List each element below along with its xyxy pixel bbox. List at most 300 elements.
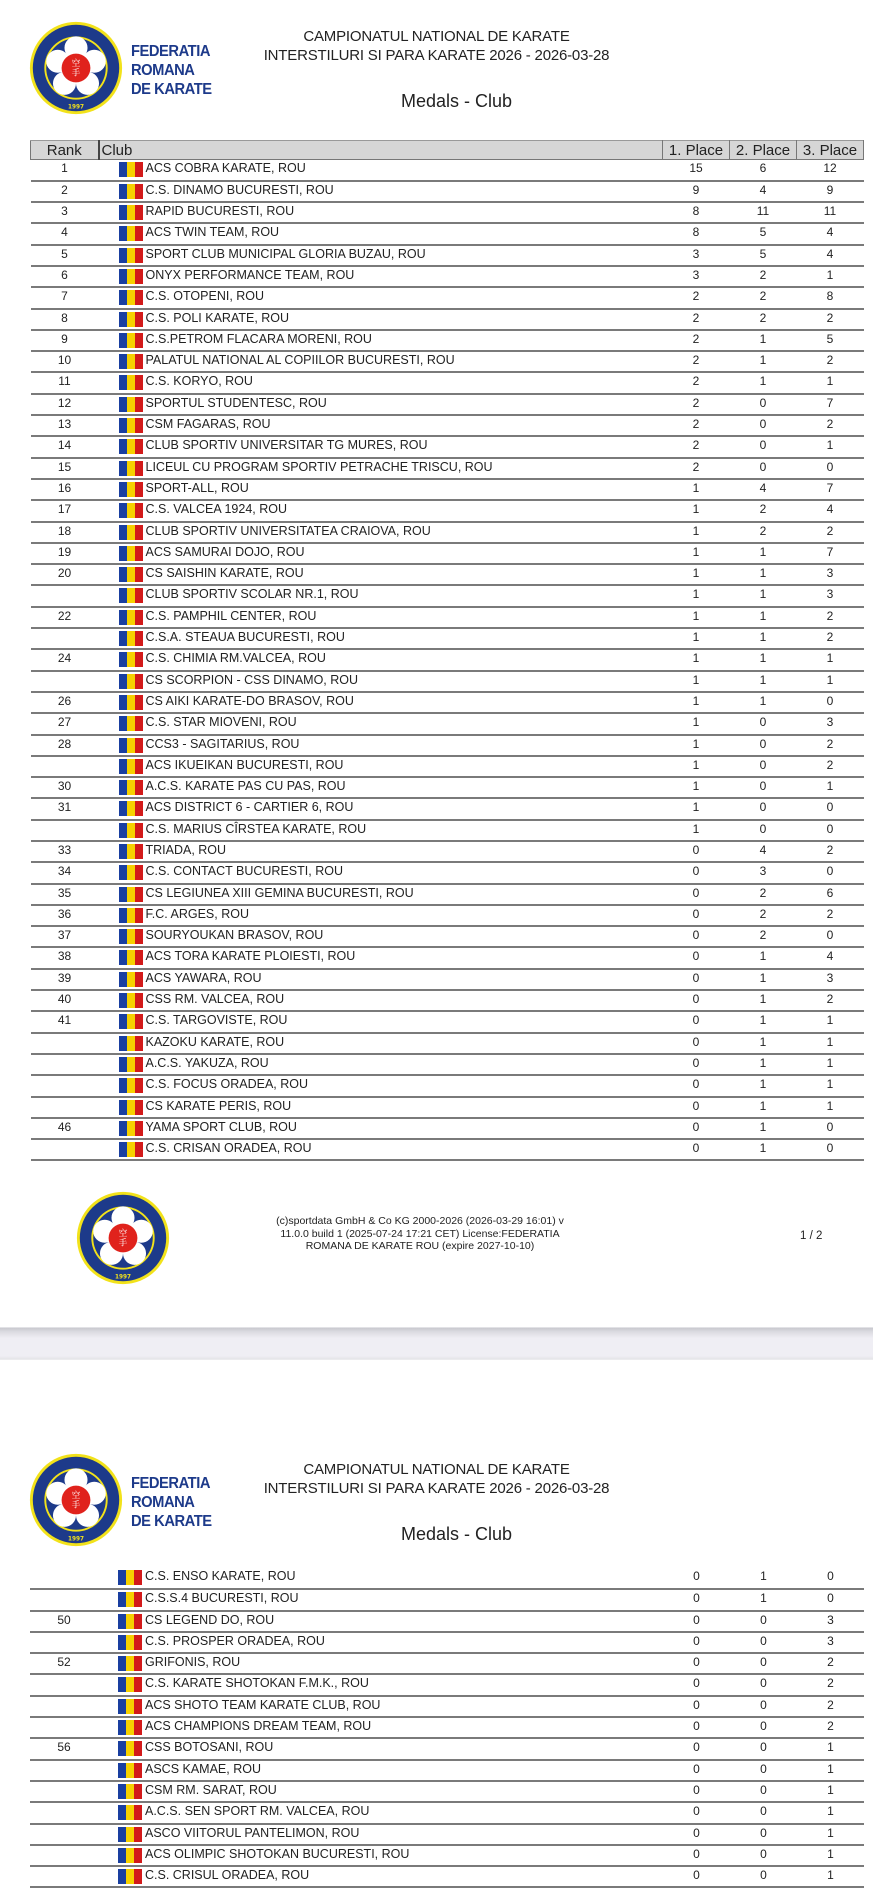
first-place-count: 9 xyxy=(663,181,730,202)
table-row xyxy=(31,330,864,351)
first-place-count: 8 xyxy=(663,223,730,244)
second-place-count: 5 xyxy=(730,223,797,244)
first-place-count: 0 xyxy=(663,1824,730,1845)
second-place-count: 1 xyxy=(730,372,797,393)
second-place-count: 1 xyxy=(730,1589,797,1610)
third-place-count: 2 xyxy=(797,756,864,777)
first-place-count: 3 xyxy=(663,266,730,287)
first-place-count: 2 xyxy=(663,394,730,415)
club-name: C.S. POLI KARATE, ROU xyxy=(145,310,290,325)
club-cell xyxy=(98,1696,663,1717)
svg-text:手: 手 xyxy=(118,1238,128,1249)
table-row xyxy=(31,479,864,500)
first-place-count: 2 xyxy=(663,351,730,372)
rank-cell xyxy=(30,1845,98,1866)
first-place-count: 3 xyxy=(663,245,730,266)
table-row xyxy=(31,990,864,1011)
first-place-count: 0 xyxy=(663,1802,730,1823)
first-place-count: 0 xyxy=(663,1033,730,1054)
table-row xyxy=(30,1824,864,1845)
club-cell xyxy=(99,777,663,798)
club-name: SPORT-ALL, ROU xyxy=(145,480,249,495)
romania-flag-icon xyxy=(119,823,143,838)
second-place-count: 1 xyxy=(730,628,797,649)
club-cell xyxy=(98,1781,663,1802)
club-name: A.C.S. YAKUZA, ROU xyxy=(145,1055,269,1070)
table-row xyxy=(31,884,864,905)
first-place-count: 0 xyxy=(663,1075,730,1096)
club-name: CLUB SPORTIV UNIVERSITAR TG MURES, ROU xyxy=(145,438,428,453)
column-header-rank: Rank xyxy=(31,141,99,160)
rank-cell: 14 xyxy=(31,436,99,457)
club-name: CS SCORPION - CSS DINAMO, ROU xyxy=(145,672,359,687)
club-cell xyxy=(98,1632,663,1653)
rank-cell: 31 xyxy=(31,798,99,819)
club-cell xyxy=(99,160,663,181)
club-name: ACS TORA KARATE PLOIESTI, ROU xyxy=(145,949,356,964)
second-place-count: 0 xyxy=(730,1611,797,1632)
table-row xyxy=(31,351,864,372)
first-place-count: 0 xyxy=(663,862,730,883)
third-place-count: 4 xyxy=(797,245,864,266)
club-cell xyxy=(99,245,663,266)
rank-cell: 37 xyxy=(31,926,99,947)
romania-flag-icon xyxy=(119,354,143,369)
romania-flag-icon xyxy=(119,248,143,263)
third-place-count: 0 xyxy=(797,926,864,947)
romania-flag-icon xyxy=(119,695,143,710)
club-cell xyxy=(99,820,663,841)
first-place-count: 0 xyxy=(663,1717,730,1738)
table-row xyxy=(30,1717,864,1738)
second-place-count: 1 xyxy=(730,607,797,628)
club-name: C.S. STAR MIOVENI, ROU xyxy=(145,715,297,730)
second-place-count: 0 xyxy=(730,1696,797,1717)
second-place-count: 0 xyxy=(730,756,797,777)
third-place-count: 3 xyxy=(797,1632,864,1653)
club-name: F.C. ARGES, ROU xyxy=(145,906,249,921)
svg-text:手: 手 xyxy=(71,1500,81,1511)
club-cell xyxy=(99,1054,663,1075)
rank-cell: 20 xyxy=(31,564,99,585)
rank-cell xyxy=(31,671,99,692)
club-name: SPORTUL STUDENTESC, ROU xyxy=(145,395,327,410)
club-name: CLUB SPORTIV UNIVERSITATEA CRAIOVA, ROU xyxy=(145,523,431,538)
club-cell xyxy=(99,862,663,883)
third-place-count: 3 xyxy=(797,585,864,606)
second-place-count: 2 xyxy=(730,309,797,330)
table-row xyxy=(31,862,864,883)
rank-cell: 35 xyxy=(31,884,99,905)
second-place-count: 0 xyxy=(730,1866,797,1887)
club-cell xyxy=(99,756,663,777)
romania-flag-icon xyxy=(119,418,143,433)
third-place-count: 1 xyxy=(797,1866,864,1887)
table-row xyxy=(31,969,864,990)
romania-flag-icon xyxy=(119,290,143,305)
club-name: SOURYOUKAN BRASOV, ROU xyxy=(145,928,324,943)
table-row xyxy=(30,1845,864,1866)
svg-text:1997: 1997 xyxy=(114,1274,132,1281)
third-place-count: 1 xyxy=(797,1824,864,1845)
romania-flag-icon xyxy=(118,1784,142,1799)
third-place-count: 6 xyxy=(797,884,864,905)
rank-cell xyxy=(31,1075,99,1096)
club-cell xyxy=(99,351,663,372)
table-row xyxy=(30,1866,864,1887)
romania-flag-icon xyxy=(119,1100,143,1115)
event-title-line-2: INTERSTILURI SI PARA KARATE 2026 - 2026-03-28 xyxy=(263,1480,610,1497)
rank-cell: 3 xyxy=(31,202,99,223)
rank-cell xyxy=(31,1097,99,1118)
club-cell xyxy=(99,607,663,628)
second-place-count: 0 xyxy=(730,1802,797,1823)
romania-flag-icon xyxy=(119,375,143,390)
second-place-count: 4 xyxy=(730,181,797,202)
third-place-count: 0 xyxy=(797,862,864,883)
third-place-count: 3 xyxy=(797,1611,864,1632)
second-place-count: 3 xyxy=(730,862,797,883)
romania-flag-icon xyxy=(118,1827,142,1842)
second-place-count: 6 xyxy=(730,160,797,181)
table-row xyxy=(30,1738,864,1759)
first-place-count: 8 xyxy=(663,202,730,223)
first-place-count: 15 xyxy=(663,160,730,181)
romania-flag-icon xyxy=(119,397,143,412)
club-name: C.S. KARATE SHOTOKAN F.M.K., ROU xyxy=(145,1676,369,1691)
club-cell xyxy=(99,969,663,990)
second-place-count: 0 xyxy=(730,1845,797,1866)
club-cell xyxy=(99,947,663,968)
romania-flag-icon xyxy=(118,1805,142,1820)
rank-cell: 8 xyxy=(31,309,99,330)
club-name: CS LEGEND DO, ROU xyxy=(145,1612,275,1627)
third-place-count: 2 xyxy=(797,990,864,1011)
rank-cell: 18 xyxy=(31,522,99,543)
federation-logo-icon xyxy=(75,1190,171,1286)
club-name: ACS SHOTO TEAM KARATE CLUB, ROU xyxy=(145,1697,381,1712)
romania-flag-icon xyxy=(119,333,143,348)
club-name: C.S. TARGOVISTE, ROU xyxy=(145,1013,288,1028)
club-name: CCS3 - SAGITARIUS, ROU xyxy=(145,736,300,751)
rank-cell xyxy=(30,1632,98,1653)
rank-cell: 12 xyxy=(31,394,99,415)
first-place-count: 0 xyxy=(663,841,730,862)
second-place-count: 1 xyxy=(730,1033,797,1054)
romania-flag-icon xyxy=(118,1763,142,1778)
club-cell xyxy=(98,1717,663,1738)
third-place-count: 2 xyxy=(797,415,864,436)
page-footer xyxy=(0,1185,873,1295)
club-name: ACS YAWARA, ROU xyxy=(145,970,262,985)
table-row xyxy=(31,649,864,670)
romania-flag-icon xyxy=(119,759,143,774)
third-place-count: 2 xyxy=(797,522,864,543)
club-name: ASCS KAMAE, ROU xyxy=(145,1761,261,1776)
second-place-count: 1 xyxy=(730,1075,797,1096)
second-place-count: 0 xyxy=(730,1653,797,1674)
first-place-count: 1 xyxy=(663,692,730,713)
romania-flag-icon xyxy=(119,503,143,518)
first-place-count: 1 xyxy=(663,649,730,670)
first-place-count: 1 xyxy=(663,820,730,841)
table-row xyxy=(31,245,864,266)
first-place-count: 1 xyxy=(663,798,730,819)
rank-cell: 56 xyxy=(30,1738,98,1759)
club-cell xyxy=(99,735,663,756)
federation-name-line: ROMANA xyxy=(131,62,195,79)
first-place-count: 1 xyxy=(663,756,730,777)
club-cell xyxy=(98,1866,663,1887)
club-name: ACS TWIN TEAM, ROU xyxy=(145,225,280,240)
rank-cell: 2 xyxy=(31,181,99,202)
club-name: C.S. CHIMIA RM.VALCEA, ROU xyxy=(145,651,326,666)
second-place-count: 4 xyxy=(730,479,797,500)
table-row xyxy=(31,160,864,181)
rank-cell: 10 xyxy=(31,351,99,372)
club-cell xyxy=(99,926,663,947)
federation-name-line: DE KARATE xyxy=(131,81,212,98)
table-row xyxy=(31,692,864,713)
rank-cell xyxy=(31,820,99,841)
second-place-count: 0 xyxy=(730,436,797,457)
romania-flag-icon xyxy=(119,929,143,944)
club-name: PALATUL NATIONAL AL COPIILOR BUCURESTI, ROU xyxy=(145,353,455,368)
romania-flag-icon xyxy=(118,1848,142,1863)
third-place-count: 3 xyxy=(797,564,864,585)
second-place-count: 1 xyxy=(730,351,797,372)
club-cell xyxy=(98,1568,663,1589)
third-place-count: 1 xyxy=(797,1011,864,1032)
first-place-count: 0 xyxy=(663,1611,730,1632)
first-place-count: 2 xyxy=(663,287,730,308)
third-place-count: 2 xyxy=(797,628,864,649)
romania-flag-icon xyxy=(119,184,143,199)
page-number: 1 / 2 xyxy=(800,1230,823,1242)
third-place-count: 1 xyxy=(797,649,864,670)
rank-cell: 52 xyxy=(30,1653,98,1674)
first-place-count: 1 xyxy=(663,713,730,734)
second-place-count: 1 xyxy=(730,947,797,968)
second-place-count: 1 xyxy=(730,692,797,713)
rank-cell xyxy=(30,1760,98,1781)
club-name: ACS COBRA KARATE, ROU xyxy=(145,161,306,175)
romania-flag-icon xyxy=(119,1142,143,1157)
second-place-count: 2 xyxy=(730,500,797,521)
third-place-count: 2 xyxy=(797,351,864,372)
club-cell xyxy=(99,266,663,287)
document-page-2 xyxy=(0,1360,873,1895)
federation-name-line: FEDERATIA xyxy=(131,1475,211,1492)
club-name: C.S. MARIUS CÎRSTEA KARATE, ROU xyxy=(145,821,367,836)
event-title-line-1: CAMPIONATUL NATIONAL DE KARATE xyxy=(303,28,570,45)
romania-flag-icon xyxy=(119,567,143,582)
table-row xyxy=(30,1781,864,1802)
table-row xyxy=(31,1054,864,1075)
club-cell xyxy=(98,1738,663,1759)
third-place-count: 0 xyxy=(797,692,864,713)
third-place-count: 1 xyxy=(797,1097,864,1118)
rank-cell xyxy=(30,1696,98,1717)
second-place-count: 1 xyxy=(730,564,797,585)
table-row xyxy=(31,1075,864,1096)
first-place-count: 0 xyxy=(663,1118,730,1139)
third-place-count: 4 xyxy=(797,223,864,244)
first-place-count: 0 xyxy=(663,1568,730,1589)
first-place-count: 1 xyxy=(663,479,730,500)
club-name: ACS DISTRICT 6 - CARTIER 6, ROU xyxy=(145,800,354,815)
event-title-line-2: INTERSTILURI SI PARA KARATE 2026 - 2026-03-28 xyxy=(263,47,610,64)
rank-cell xyxy=(30,1717,98,1738)
second-place-count: 0 xyxy=(730,394,797,415)
romania-flag-icon xyxy=(119,269,143,284)
club-cell xyxy=(98,1802,663,1823)
svg-text:1997: 1997 xyxy=(67,1536,85,1543)
club-cell xyxy=(99,458,663,479)
club-name: CS LEGIUNEA XIII GEMINA BUCURESTI, ROU xyxy=(145,885,414,900)
club-name: C.S. CONTACT BUCURESTI, ROU xyxy=(145,864,343,879)
table-row xyxy=(31,372,864,393)
rank-cell: 6 xyxy=(31,266,99,287)
romania-flag-icon xyxy=(119,738,143,753)
rank-cell: 17 xyxy=(31,500,99,521)
table-row xyxy=(31,223,864,244)
romania-flag-icon xyxy=(119,908,143,923)
first-place-count: 1 xyxy=(663,585,730,606)
second-place-count: 1 xyxy=(730,1139,797,1160)
rank-cell: 19 xyxy=(31,543,99,564)
svg-text:1997: 1997 xyxy=(67,104,85,111)
third-place-count: 2 xyxy=(797,1696,864,1717)
club-name: C.S. FOCUS ORADEA, ROU xyxy=(145,1077,309,1092)
table-row xyxy=(31,947,864,968)
club-cell xyxy=(99,479,663,500)
first-place-count: 0 xyxy=(663,1845,730,1866)
club-cell xyxy=(99,202,663,223)
rank-cell xyxy=(30,1674,98,1695)
club-cell xyxy=(98,1611,663,1632)
romania-flag-icon xyxy=(119,716,143,731)
table-row xyxy=(31,1033,864,1054)
second-place-count: 0 xyxy=(730,1674,797,1695)
column-header-1st-place: 1. Place xyxy=(663,141,730,160)
third-place-count: 2 xyxy=(797,905,864,926)
medals-table-page-1 xyxy=(30,140,864,1161)
rank-cell: 38 xyxy=(31,947,99,968)
first-place-count: 0 xyxy=(663,1738,730,1759)
second-place-count: 1 xyxy=(730,1097,797,1118)
club-cell xyxy=(99,585,663,606)
club-cell xyxy=(98,1653,663,1674)
second-place-count: 1 xyxy=(730,1118,797,1139)
third-place-count: 8 xyxy=(797,287,864,308)
third-place-count: 2 xyxy=(797,735,864,756)
table-row xyxy=(31,628,864,649)
romania-flag-icon xyxy=(119,610,143,625)
club-cell xyxy=(99,1097,663,1118)
club-cell xyxy=(99,564,663,585)
club-cell xyxy=(99,1075,663,1096)
rank-cell: 9 xyxy=(31,330,99,351)
federation-name-line: DE KARATE xyxy=(131,1513,212,1530)
rank-cell: 4 xyxy=(31,223,99,244)
second-place-count: 1 xyxy=(730,671,797,692)
federation-name-line: ROMANA xyxy=(131,1494,195,1511)
second-place-count: 1 xyxy=(730,1054,797,1075)
club-name: A.C.S. SEN SPORT RM. VALCEA, ROU xyxy=(145,1804,370,1819)
third-place-count: 7 xyxy=(797,543,864,564)
club-name: C.S. CRISUL ORADEA, ROU xyxy=(145,1868,310,1883)
table-row xyxy=(31,1139,864,1160)
club-cell xyxy=(99,330,663,351)
third-place-count: 1 xyxy=(797,1802,864,1823)
table-row xyxy=(30,1632,864,1653)
club-cell xyxy=(98,1760,663,1781)
table-row xyxy=(30,1802,864,1823)
rank-cell: 26 xyxy=(31,692,99,713)
club-name: C.S. OTOPENI, ROU xyxy=(145,289,265,304)
romania-flag-icon xyxy=(119,525,143,540)
table-row xyxy=(31,671,864,692)
third-place-count: 2 xyxy=(797,309,864,330)
first-place-count: 1 xyxy=(663,735,730,756)
club-cell xyxy=(99,798,663,819)
club-cell xyxy=(99,543,663,564)
report-subtitle: Medals - Club xyxy=(400,91,513,111)
romania-flag-icon xyxy=(119,780,143,795)
club-name: CS AIKI KARATE-DO BRASOV, ROU xyxy=(145,693,354,708)
table-row xyxy=(30,1760,864,1781)
second-place-count: 1 xyxy=(730,330,797,351)
club-name: C.S.A. STEAUA BUCURESTI, ROU xyxy=(145,630,345,645)
second-place-count: 1 xyxy=(730,585,797,606)
column-header-3rd-place: 3. Place xyxy=(797,141,864,160)
third-place-count: 1 xyxy=(797,671,864,692)
third-place-count: 3 xyxy=(797,969,864,990)
club-cell xyxy=(99,649,663,670)
rank-cell xyxy=(31,1139,99,1160)
third-place-count: 1 xyxy=(797,1075,864,1096)
club-cell xyxy=(99,628,663,649)
third-place-count: 0 xyxy=(797,798,864,819)
third-place-count: 3 xyxy=(797,713,864,734)
rank-cell xyxy=(30,1802,98,1823)
club-cell xyxy=(99,1118,663,1139)
table-row xyxy=(31,266,864,287)
second-place-count: 1 xyxy=(730,990,797,1011)
romania-flag-icon xyxy=(119,461,143,476)
first-place-count: 1 xyxy=(663,628,730,649)
second-place-count: 1 xyxy=(730,969,797,990)
romania-flag-icon xyxy=(119,226,143,241)
club-name: CSS RM. VALCEA, ROU xyxy=(145,992,285,1007)
club-name: CSM FAGARAS, ROU xyxy=(145,417,271,432)
club-name: CSM RM. SARAT, ROU xyxy=(145,1782,277,1797)
club-name: ASCO VIITORUL PANTELIMON, ROU xyxy=(145,1825,360,1840)
romania-flag-icon xyxy=(119,887,143,902)
table-row xyxy=(30,1653,864,1674)
report-subtitle: Medals - Club xyxy=(400,1524,513,1544)
rank-cell: 15 xyxy=(31,458,99,479)
event-title-line-1: CAMPIONATUL NATIONAL DE KARATE xyxy=(303,1461,570,1478)
column-header-club: Club xyxy=(99,141,663,160)
third-place-count: 1 xyxy=(797,266,864,287)
table-row xyxy=(31,905,864,926)
romania-flag-icon xyxy=(118,1614,142,1629)
second-place-count: 1 xyxy=(730,649,797,670)
table-row xyxy=(30,1674,864,1695)
club-name: CS KARATE PERIS, ROU xyxy=(145,1098,292,1113)
